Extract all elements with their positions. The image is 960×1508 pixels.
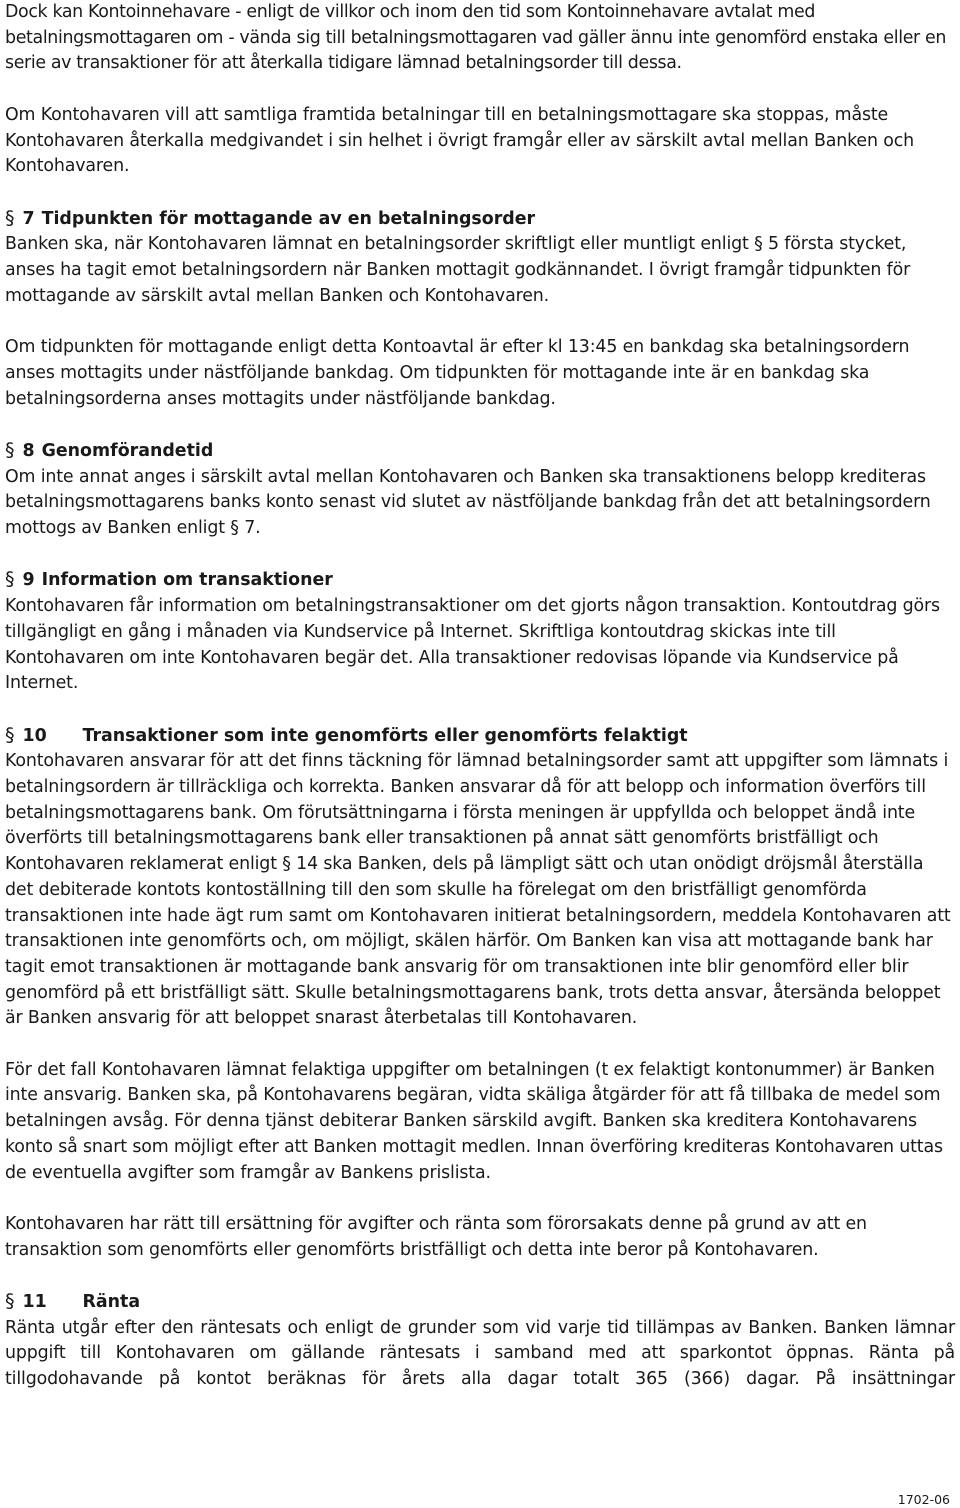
section-10-paragraph-3: Kontohavaren har rätt till ersättning för avgifter och ränta som förorsakats denne på grund av att en transaktion som genomförts eller genomförts bristfälligt och detta inte beror på Kontohavaren. xyxy=(5,1213,867,1260)
section-11-paragraph-1: Ränta utgår efter den räntesats och enligt de grunder som vid varje tid tillämpas av Banken. Banken lämnar uppgift till Kontohavaren om gällande räntesats i samband med att sparkontot öppnas. Ränta på tillgodohavande på kontot beräknas för årets alla dagar totalt 365 (366) dagar. På insättningar xyxy=(5,1317,955,1390)
section-number: 8 xyxy=(22,440,35,461)
section-7-paragraph-2: Om tidpunkten för mottagande enligt detta Kontoavtal är efter kl 13:45 en bankdag ska betalningsordern anses mottagits under nästföljande bankdag. Om tidpunkten för mottagande inte är en bankdag ska betalningsorderna anses mottagits under nästföljande bankdag. xyxy=(5,337,910,409)
section-10-heading xyxy=(5,723,955,750)
section-7-heading xyxy=(5,206,955,233)
section-number: 10 xyxy=(22,725,47,746)
section-9-heading xyxy=(5,567,955,594)
section-symbol: § xyxy=(5,1290,15,1313)
document-page xyxy=(5,0,955,1393)
section-symbol: § xyxy=(5,438,15,461)
section-symbol: § xyxy=(5,568,15,591)
paragraph-revocation-via-payee: Dock kan Kontoinnehavare - enligt de villkor och inom den tid som Kontoinnehavare avtalat med betalningsmottagaren om - vända sig till betalningsmottagaren vad gäller ännu inte genomförd enstaka eller en serie av transaktioner för att återkalla tidigare lämnad betalningsorder till dessa. xyxy=(5,2,947,74)
section-title: Genomförandetid xyxy=(41,440,214,461)
section-8-paragraph-1: Om inte annat anges i särskilt avtal mellan Kontohavaren och Banken ska transaktionens belopp krediteras betalningsmottagarens banks konto senast vid slutet av nästföljande bankdag från det att betalningsordern mottogs av Banken enligt § 7. xyxy=(5,466,931,538)
section-9-paragraph-1: Kontohavaren får information om betalningstransaktioner om det gjorts någon transaktion. Kontoutdrag görs tillgängligt en gång i månaden via Kundservice på Internet. Skriftliga kontoutdrag skickas inte till Kontohavaren om inte Kontohavaren begär det. Alla transaktioner redovisas löpande via Kundservice på Internet. xyxy=(5,596,940,694)
section-symbol: § xyxy=(5,723,15,746)
section-11-heading xyxy=(5,1289,955,1316)
section-title: Ränta xyxy=(82,1292,141,1313)
document-code: 1702-06 xyxy=(897,1492,950,1507)
section-symbol: § xyxy=(5,206,15,229)
section-7-paragraph-1: Banken ska, när Kontohavaren lämnat en betalningsorder skriftligt eller muntligt enligt § 5 första stycket, anses ha tagit emot betalningsordern när Banken mottagit godkännandet. I övrigt framgår tidpunkten för mottagande av särskilt avtal mellan Banken och Kontohavaren. xyxy=(5,234,911,306)
section-10-paragraph-1: Kontohavaren ansvarar för att det finns täckning för lämnad betalningsorder samt att uppgifter som lämnats i betalningsordern är tillräckliga och korrekta. Banken ansvarar då för att belopp och information överförs till betalningsmottagarens bank. Om förutsättningarna i första meningen är uppfyllda och beloppet ändå inte överförts till betalningsmottagarens bank eller transaktionen på annat sätt genomförts bristfälligt och Kontohavaren reklamerat enligt § 14 ska Banken, dels på lämpligt sätt och utan onödigt dröjsmål återställa det debiterade kontots kontoställning till den som skulle ha förelegat om den bristfälligt genomförda transaktionen inte hade ägt rum samt om Kontohavaren initierat betalningsordern, meddela Kontohavaren att transaktionen inte genomförts och, om möjligt, skälen härför. Om Banken kan visa att mottagande bank har tagit emot transaktionen är mottagande bank ansvarig för om transaktionen inte blir genomförd eller blir genomförd på ett bristfälligt sätt. Skulle betalningsmottagarens bank, trots detta ansvar, återsända beloppet är Banken ansvarig för att beloppet snarast återbetalas till Kontohavaren. xyxy=(5,751,951,1029)
section-8-heading xyxy=(5,438,955,465)
section-number: 7 xyxy=(22,208,35,229)
section-number: 11 xyxy=(22,1292,47,1313)
paragraph-stop-future-payments: Om Kontohavaren vill att samtliga framtida betalningar till en betalningsmottagare ska stoppas, måste Kontohavaren återkalla medgivandet i sin helhet i övrigt framgår eller av särskilt avtal mellan Banken och Kontohavaren. xyxy=(5,104,914,177)
section-title: Transaktioner som inte genomförts eller genomförts felaktigt xyxy=(82,725,688,746)
section-title: Tidpunkten för mottagande av en betalningsorder xyxy=(41,208,536,229)
section-10-paragraph-2: För det fall Kontohavaren lämnat felaktiga uppgifter om betalningen (t ex felaktigt kontonummer) är Banken inte ansvarig. Banken ska, på Kontohavarens begäran, vidta skäliga åtgärder för att få tillbaka de medel som betalningen avsåg. För denna tjänst debiterar Banken särskild avgift. Banken ska kreditera Kontohavarens konto så snart som möjligt efter att Banken mottagit medlen. Innan överföring krediteras Kontohavaren uttas de eventuella avgifter som framgår av Bankens prislista. xyxy=(5,1059,943,1183)
section-number: 9 xyxy=(22,570,35,591)
section-title: Information om transaktioner xyxy=(41,570,333,591)
